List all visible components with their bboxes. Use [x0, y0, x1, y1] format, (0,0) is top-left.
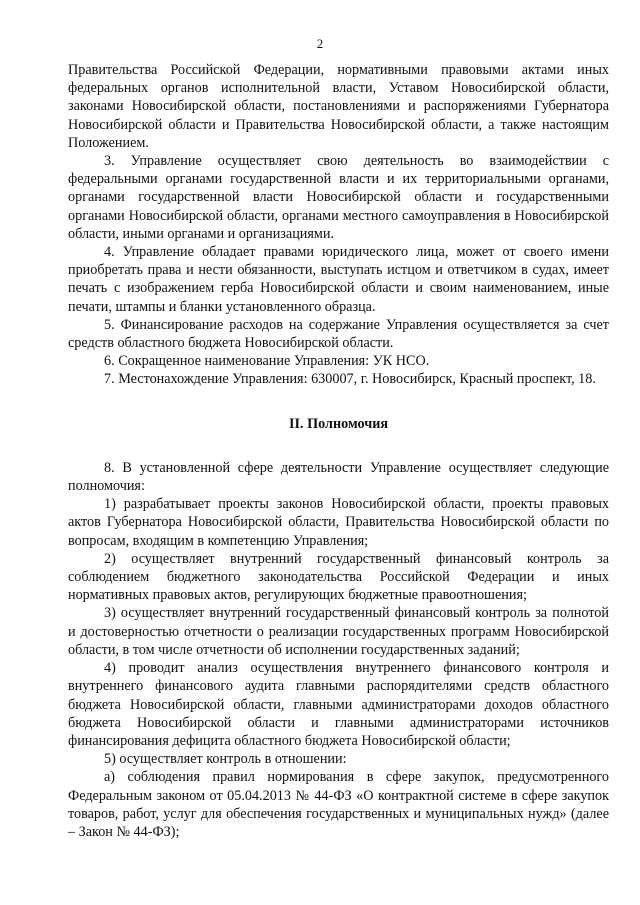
subitem-2: 2) осуществляет внутренний государственный финансовый контроль за соблюдением бюджетного законодательства Российской Федерации и иных нормативных правовых актов, регулирующих бюджетные правоотношения;: [68, 550, 609, 604]
paragraph-item-5: 5. Финансирование расходов на содержание Управления осуществляется за счет средств областного бюджета Новосибирской области.: [68, 316, 609, 352]
subitem-1: 1) разрабатывает проекты законов Новосибирской области, проекты правовых актов Губернатора Новосибирской области, Правительства Новосибирской области по вопросам, входящим в компетенцию Управления;: [68, 496, 609, 549]
paragraph-item-7: 7. Местонахождение Управления: 630007, г. Новосибирск, Красный проспект, 18.: [104, 371, 596, 388]
section-title: II. Полномочия: [288, 415, 389, 432]
document-body: [68, 61, 609, 841]
subitem-3: 3) осуществляет внутренний государственный финансовый контроль за полнотой и достоверностью отчетности о реализации государственных программ Новосибирской области, в том числе отчетности об исполнении государственных заданий;: [68, 605, 609, 658]
subitem-5a: а) соблюдения правил нормирования в сфере закупок, предусмотренного Федеральным законом от 05.04.2013 № 44-ФЗ «О контрактной системе в сфере закупок товаров, работ, услуг для обеспечения государственных и муниципальных нужд» (далее – Закон № 44-ФЗ);: [68, 769, 609, 840]
paragraph-item-8: 8. В установленной сфере деятельности Управление осуществляет следующие полномочия:: [68, 459, 609, 495]
page-number: 2: [316, 36, 324, 51]
paragraph-item-3: 3. Управление осуществляет свою деятельность во взаимодействии с федеральными органами государственной власти и их территориальными органами, органами государственной власти Новосибирской области и государственными органами Новосибирской области, органами местного самоуправления в Новосибирской области, иными органами и организациями.: [68, 153, 609, 242]
paragraph-item-4: 4. Управление обладает правами юридического лица, может от своего имени приобретать права и нести обязанности, выступать истцом и ответчиком в судах, имеет печать с изображением герба Новосибирской области и своим наименованием, иные печати, штампы и бланки установленного образца.: [68, 244, 609, 315]
subitem-4: 4) проводит анализ осуществления внутреннего финансового контроля и внутреннего финансового аудита главными распорядителями средств областного бюджета Новосибирской области, главными администраторами доходов областного бюджета Новосибирской области и главными администраторами источников финансирования дефицита областного бюджета Новосибирской области;: [68, 660, 609, 749]
paragraph-continuation: Правительства Российской Федерации, нормативными правовыми актами иных федеральных органов исполнительной власти, Уставом Новосибирской области, законами Новосибирской области, постановлениями и распоряжениями Губернатора Новосибирской области и Правительства Новосибирской области, а также настоящим Положением.: [68, 62, 609, 151]
subitem-5: 5) осуществляет контроль в отношении:: [104, 751, 347, 768]
paragraph-item-6: 6. Сокращенное наименование Управления: УК НСО.: [104, 353, 430, 370]
